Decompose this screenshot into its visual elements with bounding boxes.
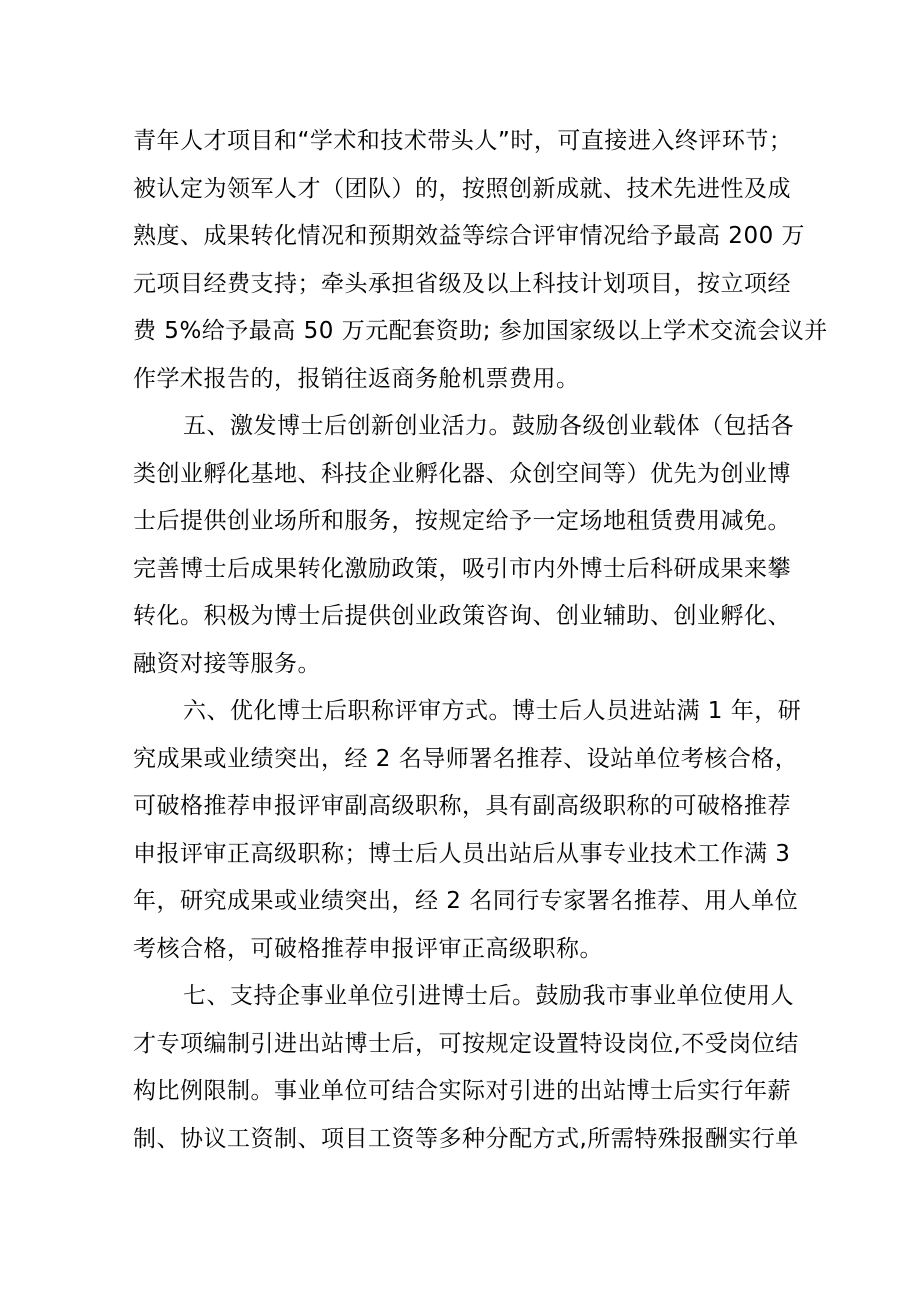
text-line: 申报评审正高级职称；博士后人员出站后从事专业技术工作满 3 bbox=[133, 840, 791, 867]
text-line: 融资对接等服务。 bbox=[133, 650, 321, 677]
text-line: 士后提供创业场所和服务，按规定给予一定场地租赁费用减免。 bbox=[133, 508, 791, 534]
section-heading-line: 七、支持企事业单位引进博士后。鼓励我市事业单位使用人 bbox=[183, 983, 794, 1009]
text-line: 转化。积极为博士后提供创业政策咨询、创业辅助、创业孵化、 bbox=[133, 603, 791, 629]
text-line: 元项目经费支持；牵头承担省级及以上科技计划项目，按立项经 bbox=[133, 270, 791, 297]
text-line: 年，研究成果或业绩突出，经 2 名同行专家署名推荐、用人单位 bbox=[133, 888, 799, 914]
text-line: 究成果或业绩突出，经 2 名导师署名推荐、设站单位考核合格， bbox=[133, 745, 799, 772]
document-body bbox=[133, 118, 828, 1163]
text-line: 熟度、成果转化情况和预期效益等综合评审情况给予最高 200 万 bbox=[133, 223, 806, 249]
text-line: 可破格推荐申报评审副高级职称，具有副高级职称的可破格推荐 bbox=[133, 793, 791, 819]
text-line: 类创业孵化基地、科技企业孵化器、众创空间等）优先为创业博 bbox=[133, 460, 791, 487]
text-line: 费 5%给予最高 50 万元配套资助; 参加国家级以上学术交流会议并 bbox=[133, 318, 828, 344]
text-line: 作学术报告的，报销往返商务舱机票费用。 bbox=[133, 365, 580, 392]
text-line: 才专项编制引进出站博士后，可按规定设置特设岗位,不受岗位结 bbox=[133, 1030, 799, 1057]
text-line: 完善博士后成果转化激励政策，吸引市内外博士后科研成果来攀 bbox=[133, 555, 791, 582]
text-line: 被认定为领军人才（团队）的，按照创新成就、技术先进性及成 bbox=[133, 175, 791, 202]
text-line: 制、协议工资制、项目工资等多种分配方式,所需特殊报酬实行单 bbox=[133, 1125, 799, 1152]
text-line: 考核合格，可破格推荐申报评审正高级职称。 bbox=[133, 935, 603, 962]
text-line: 青年人才项目和“学术和技术带头人”时，可直接进入终评环节； bbox=[133, 128, 793, 154]
text-line: 构比例限制。事业单位可结合实际对引进的出站博士后实行年薪 bbox=[133, 1078, 791, 1104]
section-heading-line: 六、优化博士后职称评审方式。博士后人员进站满 1 年，研 bbox=[183, 698, 802, 724]
section-heading-line: 五、激发博士后创新创业活力。鼓励各级创业载体（包括各 bbox=[183, 413, 794, 439]
